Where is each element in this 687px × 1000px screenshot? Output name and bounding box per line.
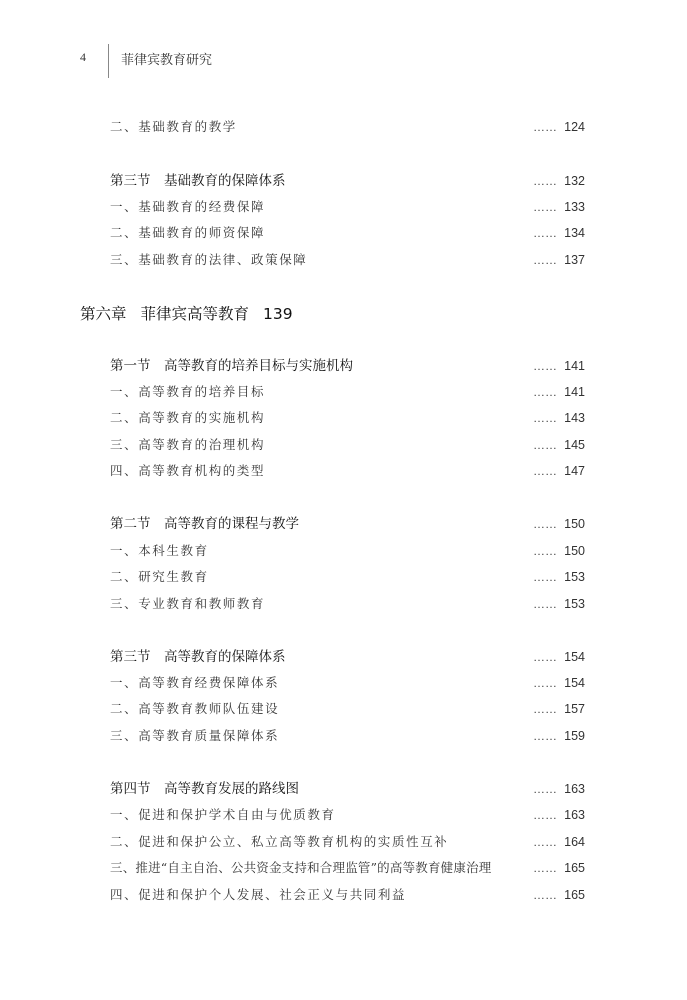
toc-page-number: 141	[564, 359, 585, 373]
toc-entry[interactable]	[110, 117, 585, 137]
toc-entry-title: 二、高等教育教师队伍建设	[110, 701, 280, 716]
toc-entry[interactable]	[110, 435, 585, 455]
toc-leader: ……	[533, 385, 557, 399]
toc-page-number: 157	[564, 702, 585, 716]
toc-section-entry[interactable]	[110, 647, 585, 667]
toc-leader: ……	[533, 888, 557, 902]
toc-section-title: 第三节 高等教育的保障体系	[110, 649, 286, 665]
toc-page-number: 124	[564, 120, 585, 134]
toc-page-number: 145	[564, 438, 585, 452]
toc-leader: ……	[533, 729, 557, 743]
toc-page-number: 154	[564, 676, 585, 690]
toc-section-entry[interactable]	[110, 779, 585, 799]
toc-entry-title: 一、高等教育的培养目标	[110, 384, 266, 399]
toc-entry[interactable]	[110, 858, 585, 878]
toc-leader: ……	[533, 676, 557, 690]
toc-chapter-entry[interactable]	[80, 303, 293, 325]
toc-entry-title: 二、基础教育的教学	[110, 119, 237, 134]
toc-leader: ……	[533, 650, 557, 664]
toc-entry-title: 二、研究生教育	[110, 569, 209, 584]
toc-leader: ……	[533, 174, 557, 188]
toc-page-number: 150	[564, 517, 585, 531]
toc-entry[interactable]	[110, 408, 585, 428]
toc-entry[interactable]	[110, 461, 585, 481]
toc-entry[interactable]	[110, 805, 585, 825]
toc-leader: ……	[533, 253, 557, 267]
toc-page-number: 133	[564, 200, 585, 214]
toc-page-number: 137	[564, 253, 585, 267]
toc-page-number: 153	[564, 570, 585, 584]
toc-leader: ……	[533, 861, 557, 875]
toc-entry[interactable]	[110, 885, 585, 905]
toc-entry-title: 一、基础教育的经费保障	[110, 199, 266, 214]
toc-page-number: 134	[564, 226, 585, 240]
toc-entry-title: 一、本科生教育	[110, 543, 209, 558]
toc-leader: ……	[533, 200, 557, 214]
toc-page-number: 164	[564, 835, 585, 849]
toc-leader: ……	[533, 597, 557, 611]
toc-entry[interactable]	[110, 699, 585, 719]
toc-entry-title: 二、高等教育的实施机构	[110, 410, 266, 425]
toc-leader: ……	[533, 835, 557, 849]
toc-leader: ……	[533, 438, 557, 452]
chapter-title: 菲律宾高等教育	[140, 305, 250, 323]
toc-entry-title: 三、推进“自主自治、公共资金支持和合理监管”的高等教育健康治理	[110, 860, 492, 875]
toc-entry-title: 三、基础教育的法律、政策保障	[110, 252, 308, 267]
toc-page-number: 163	[564, 782, 585, 796]
toc-entry-title: 二、基础教育的师资保障	[110, 225, 266, 240]
toc-page-number: 159	[564, 729, 585, 743]
toc-page-number: 154	[564, 650, 585, 664]
toc-page-number: 141	[564, 385, 585, 399]
toc-leader: ……	[533, 517, 557, 531]
toc-leader: ……	[533, 808, 557, 822]
toc-leader: ……	[533, 226, 557, 240]
page-number: 4	[80, 50, 86, 64]
toc-entry-title: 四、促进和保护个人发展、社会正义与共同利益	[110, 887, 407, 902]
toc-section-entry[interactable]	[110, 514, 585, 534]
toc-entry-title: 三、高等教育质量保障体系	[110, 728, 280, 743]
toc-entry[interactable]	[110, 673, 585, 693]
toc-section-title: 第三节 基础教育的保障体系	[110, 173, 286, 189]
toc-section-title: 第二节 高等教育的课程与教学	[110, 516, 299, 532]
toc-leader: ……	[533, 464, 557, 478]
toc-entry-title: 四、高等教育机构的类型	[110, 463, 266, 478]
toc-leader: ……	[533, 120, 557, 134]
toc-leader: ……	[533, 359, 557, 373]
toc-entry[interactable]	[110, 726, 585, 746]
toc-entry-title: 三、高等教育的治理机构	[110, 437, 266, 452]
running-title: 菲律宾教育研究	[121, 53, 213, 68]
toc-entry[interactable]	[110, 541, 585, 561]
toc-entry[interactable]	[110, 382, 585, 402]
toc-entry[interactable]	[110, 567, 585, 587]
toc-page-number: 165	[564, 888, 585, 902]
toc-page-number: 143	[564, 411, 585, 425]
toc-entry[interactable]	[110, 594, 585, 614]
toc-page-number: 147	[564, 464, 585, 478]
chapter-number: 第六章	[80, 305, 127, 323]
toc-leader: ……	[533, 782, 557, 796]
toc-section-title: 第一节 高等教育的培养目标与实施机构	[110, 358, 353, 374]
toc-leader: ……	[533, 544, 557, 558]
toc-entry-title: 二、促进和保护公立、私立高等教育机构的实质性互补	[110, 834, 449, 849]
chapter-page-number: 139	[263, 305, 293, 323]
toc-entry[interactable]	[110, 832, 585, 852]
toc-entry-title: 一、促进和保护学术自由与优质教育	[110, 807, 336, 822]
toc-section-entry[interactable]	[110, 171, 585, 191]
toc-entry-title: 一、高等教育经费保障体系	[110, 675, 280, 690]
toc-leader: ……	[533, 570, 557, 584]
toc-leader: ……	[533, 702, 557, 716]
toc-entry-title: 三、专业教育和教师教育	[110, 596, 266, 611]
toc-entry[interactable]	[110, 250, 585, 270]
toc-section-entry[interactable]	[110, 356, 585, 376]
toc-page-number: 132	[564, 174, 585, 188]
toc-page-number: 150	[564, 544, 585, 558]
toc-page-number: 153	[564, 597, 585, 611]
toc-section-title: 第四节 高等教育发展的路线图	[110, 781, 299, 797]
toc-entry[interactable]	[110, 197, 585, 217]
toc-page-number: 165	[564, 861, 585, 875]
toc-entry[interactable]	[110, 223, 585, 243]
toc-leader: ……	[533, 411, 557, 425]
toc-page-number: 163	[564, 808, 585, 822]
